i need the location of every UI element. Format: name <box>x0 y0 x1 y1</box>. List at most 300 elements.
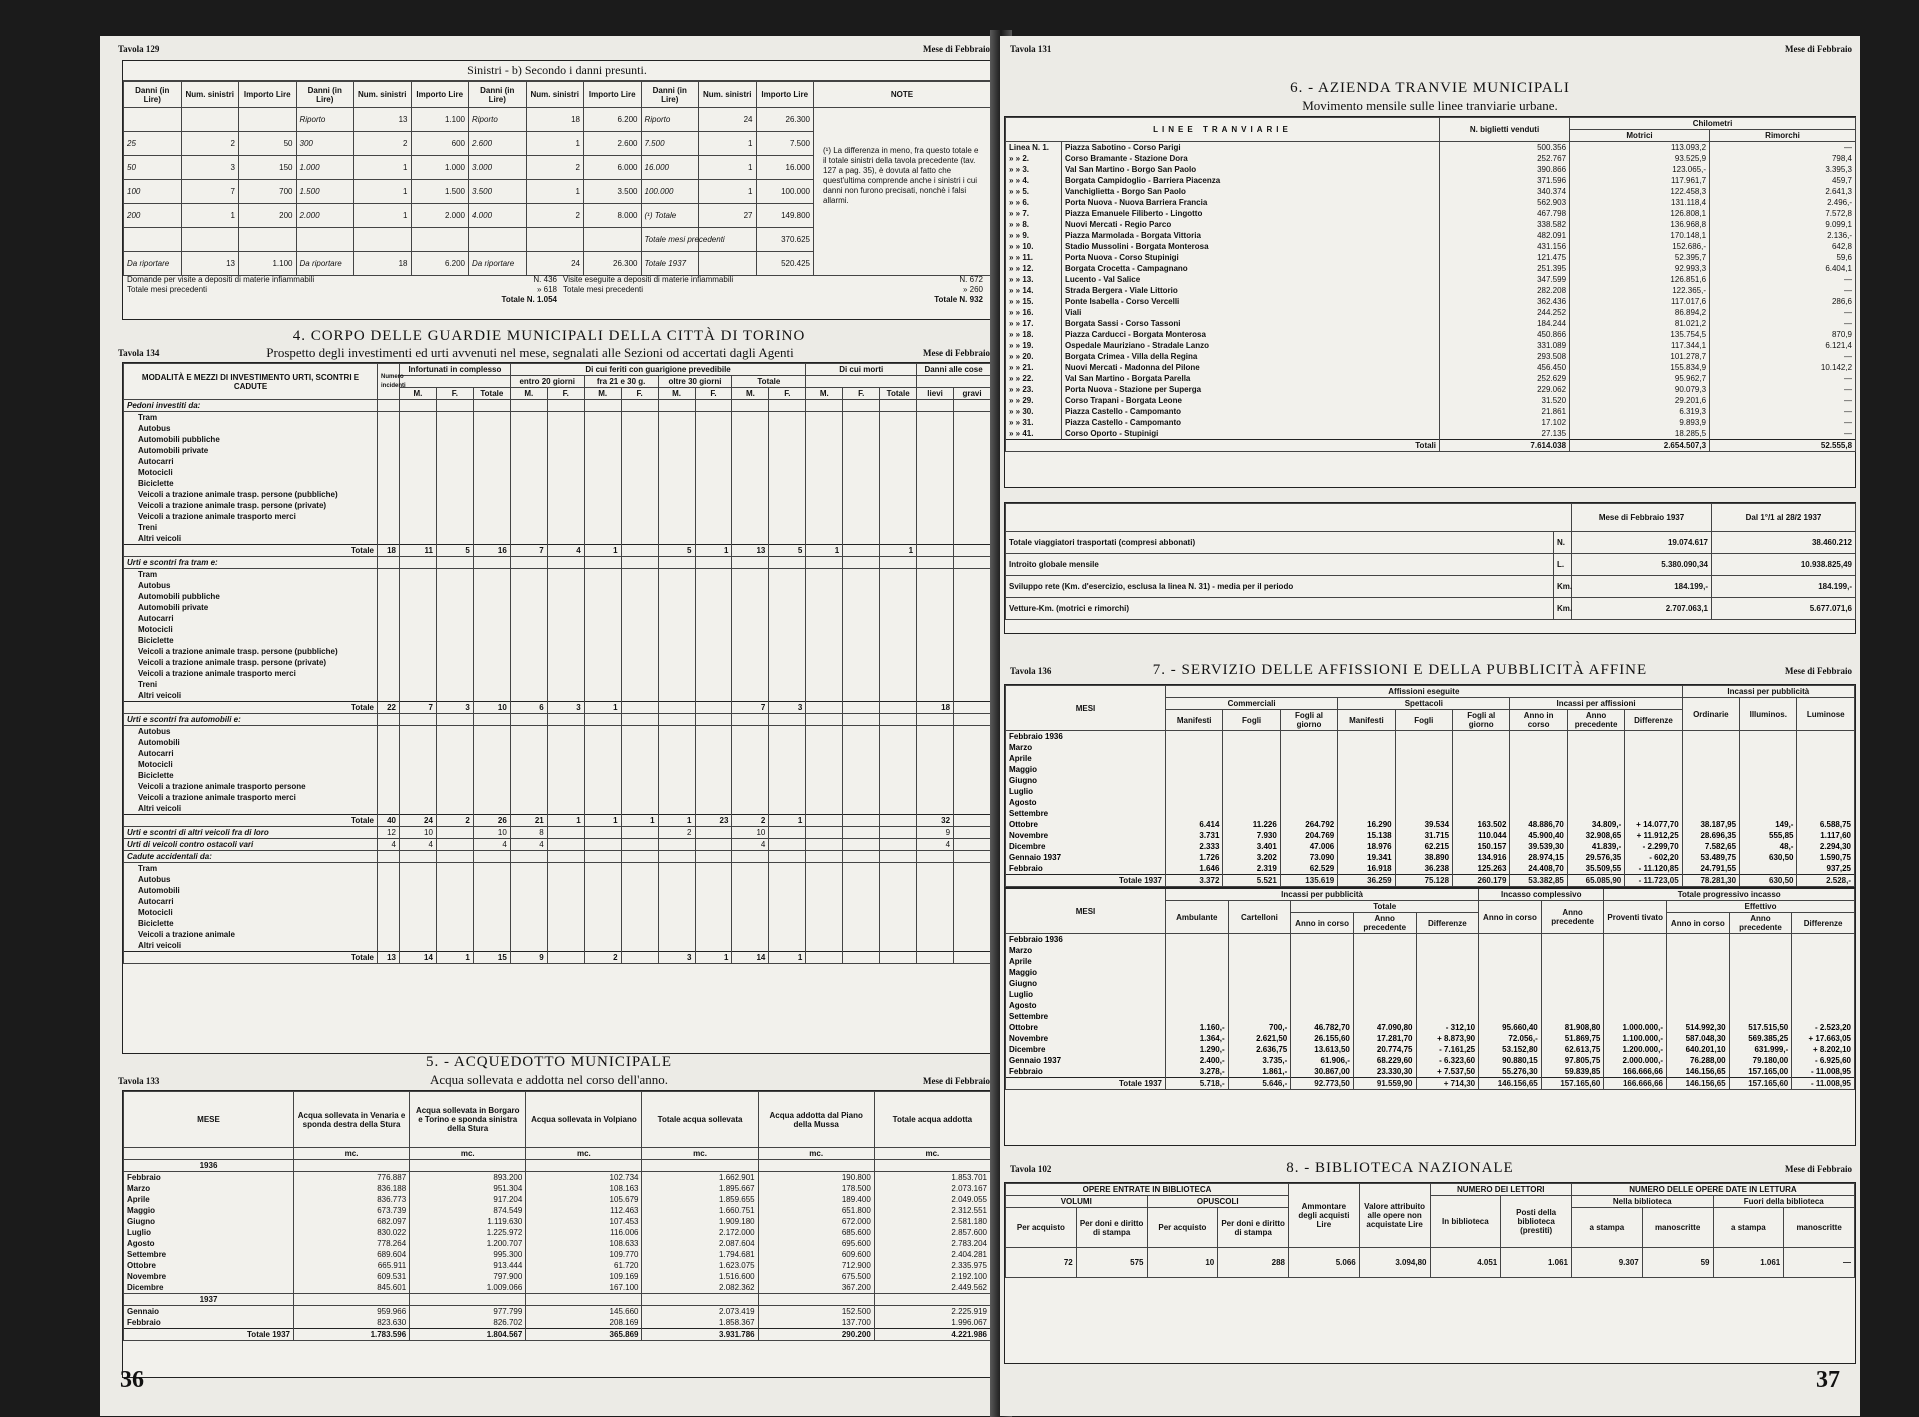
table-cell <box>732 803 769 815</box>
table-cell: 2.073.167 <box>874 1183 990 1194</box>
table-cell <box>732 851 769 863</box>
table-cell <box>547 478 584 489</box>
table-cell <box>695 522 732 533</box>
table-cell <box>473 737 510 748</box>
table-cell <box>843 759 880 770</box>
page-number: 36 <box>120 1367 144 1393</box>
table-cell: 1.225.972 <box>410 1227 526 1238</box>
table-cell <box>1479 978 1542 989</box>
table-cell: 2.136,- <box>1710 230 1856 241</box>
table-cell: 149.800 <box>756 204 814 228</box>
table-cell <box>1291 945 1354 956</box>
table-cell: Vetture-Km. (motrici e rimorchi) <box>1006 598 1554 620</box>
table-cell <box>436 557 473 569</box>
table-cell <box>695 690 732 702</box>
table-cell <box>769 646 806 657</box>
row-label: Motocicli <box>124 907 378 918</box>
table-cell <box>1353 967 1416 978</box>
table-cell <box>378 434 400 445</box>
column-header: Num. sinistri <box>354 82 412 108</box>
table-cell <box>954 657 991 668</box>
month-row <box>1006 1055 1855 1066</box>
table-cell <box>732 423 769 434</box>
table-cell <box>378 781 400 792</box>
table-cell <box>584 478 621 489</box>
table-cell <box>732 737 769 748</box>
table-cell <box>732 500 769 511</box>
column-header: Differenze <box>1416 913 1479 934</box>
table-cell <box>954 803 991 815</box>
table-cell <box>584 839 621 851</box>
table-cell <box>843 635 880 646</box>
table-cell: Totale 1937 <box>641 252 699 276</box>
table-cell <box>695 569 732 581</box>
table-cell <box>806 489 843 500</box>
table-cell: 100 <box>124 180 182 204</box>
sex-header: M. <box>400 388 437 400</box>
table-cell <box>621 737 658 748</box>
tram-line-route: Lucento - Val Salice <box>1062 274 1440 285</box>
table-cell <box>769 863 806 875</box>
table-cell <box>806 635 843 646</box>
table-cell: 10 <box>400 827 437 839</box>
section-5-title: 5. - ACQUEDOTTO MUNICIPALE <box>425 1054 672 1070</box>
total-label: Totale <box>124 952 378 964</box>
table-cell <box>473 657 510 668</box>
table-cell <box>1541 956 1604 967</box>
table-cell <box>378 759 400 770</box>
column-header: Importo Lire <box>239 82 297 108</box>
table-cell <box>1604 945 1667 956</box>
table-cell <box>1541 967 1604 978</box>
table-cell <box>378 657 400 668</box>
table-cell <box>954 679 991 690</box>
table-cell: 371.596 <box>1440 175 1570 186</box>
table-cell <box>880 646 917 657</box>
table-cell <box>917 591 954 602</box>
table-cell: 11.226 <box>1223 819 1280 830</box>
table-cell <box>547 557 584 569</box>
table-cell <box>1797 808 1855 819</box>
total-cell: 13 <box>378 952 400 964</box>
table-cell <box>473 434 510 445</box>
table-cell: - 602,20 <box>1625 852 1682 863</box>
table-cell <box>695 580 732 591</box>
column-header: Differenze <box>1792 913 1855 934</box>
table-cell <box>1479 1011 1542 1022</box>
table-cell <box>547 792 584 803</box>
table-cell: 150.157 <box>1453 841 1510 852</box>
total-cell: 5.646,- <box>1228 1078 1291 1090</box>
table-cell <box>547 533 584 545</box>
table-cell: 893.200 <box>410 1172 526 1184</box>
table-cell <box>621 803 658 815</box>
table-cell <box>378 489 400 500</box>
table-cell <box>510 737 547 748</box>
table-cell <box>1479 989 1542 1000</box>
table-cell: 3.000 <box>469 156 527 180</box>
table-cell: - 6.925,60 <box>1792 1055 1855 1066</box>
table-cell: 778.264 <box>294 1238 410 1249</box>
table-cell <box>400 770 437 781</box>
table-cell <box>954 412 991 424</box>
table-cell: 1.000.000,- <box>1604 1022 1667 1033</box>
table-cell <box>658 803 695 815</box>
table-cell <box>400 478 437 489</box>
table-cell: 1 <box>526 132 584 156</box>
total-cell: 65.085,90 <box>1567 875 1624 887</box>
table-cell <box>658 580 695 591</box>
table-row <box>124 896 991 907</box>
table-cell <box>436 827 473 839</box>
table-cell <box>584 851 621 863</box>
table-cell <box>843 918 880 929</box>
table-cell: 17.281,70 <box>1353 1033 1416 1044</box>
table-cell <box>1797 775 1855 786</box>
table-cell: 712.900 <box>758 1260 874 1271</box>
table-cell: 126.851,6 <box>1570 274 1710 285</box>
table-cell <box>1166 1011 1229 1022</box>
tram-line-row <box>1006 263 1856 274</box>
total-cell: Totale 1937 <box>1006 1078 1166 1090</box>
total-cell: 2.654.507,3 <box>1570 440 1710 452</box>
table-cell <box>917 569 954 581</box>
table-cell: 1 <box>526 180 584 204</box>
table-cell <box>843 668 880 679</box>
table-cell <box>584 885 621 896</box>
sex-header: F. <box>436 388 473 400</box>
table-cell: 117.017,6 <box>1570 296 1710 307</box>
table-cell <box>547 940 584 952</box>
table-cell <box>584 412 621 424</box>
month-row <box>1006 934 1855 946</box>
table-cell <box>695 839 732 851</box>
table-cell: 3.401 <box>1223 841 1280 852</box>
table-cell <box>1729 945 1792 956</box>
tram-line-route: Vanchiglietta - Borgo San Paolo <box>1062 186 1440 197</box>
total-cell: 5.718,- <box>1166 1078 1229 1090</box>
table-cell <box>843 726 880 738</box>
table-cell <box>843 792 880 803</box>
table-cell <box>880 792 917 803</box>
table-cell <box>843 557 880 569</box>
table-cell <box>378 591 400 602</box>
table-cell: — <box>1710 274 1856 285</box>
tram-line-row <box>1006 296 1856 307</box>
table-cell <box>1625 775 1682 786</box>
table-cell <box>473 400 510 412</box>
table-cell <box>181 228 239 252</box>
table-cell <box>621 668 658 679</box>
table-cell <box>843 580 880 591</box>
total-cell <box>843 702 880 714</box>
table-cell: Da riportare <box>124 252 182 276</box>
table-cell <box>473 874 510 885</box>
table-cell <box>378 770 400 781</box>
table-cell <box>1625 742 1682 753</box>
total-cell: 290.200 <box>758 1329 874 1341</box>
total-cell <box>547 952 584 964</box>
table-cell <box>954 918 991 929</box>
table-cell <box>547 839 584 851</box>
table-cell <box>758 1294 874 1306</box>
table-cell <box>510 533 547 545</box>
table-cell <box>510 792 547 803</box>
table-cell <box>695 851 732 863</box>
table-cell <box>658 602 695 613</box>
table-cell <box>584 726 621 738</box>
row-label: Autobus <box>124 580 378 591</box>
table-cell: 184.199,- <box>1712 576 1856 598</box>
table-cell <box>806 668 843 679</box>
table-cell <box>769 726 806 738</box>
total-row <box>1006 875 1855 887</box>
table-cell <box>1667 945 1730 956</box>
row-label: Veicoli a trazione animale trasp. persone (pubbliche) <box>124 646 378 657</box>
table-cell <box>1541 1011 1604 1022</box>
table-cell <box>1479 967 1542 978</box>
month-row <box>1006 1000 1855 1011</box>
table-cell <box>1291 956 1354 967</box>
table-cell: Maggio <box>124 1205 294 1216</box>
table-cell <box>954 839 991 851</box>
table-cell <box>917 792 954 803</box>
table-cell <box>378 896 400 907</box>
table-cell <box>436 781 473 792</box>
table-cell <box>880 445 917 456</box>
month-label: Ottobre <box>1006 1022 1166 1033</box>
table-cell: 146.156,65 <box>1667 1066 1730 1078</box>
table-cell <box>695 896 732 907</box>
table-cell <box>584 500 621 511</box>
table-cell: 12 <box>378 827 400 839</box>
total-cell: - 11.008,95 <box>1792 1078 1855 1090</box>
table-cell <box>584 511 621 522</box>
total-cell: 5.521 <box>1223 875 1280 887</box>
table-cell <box>621 569 658 581</box>
table-cell: 3.094,80 <box>1359 1248 1430 1278</box>
table-cell <box>1541 978 1604 989</box>
table-cell: » » 4. <box>1006 175 1062 186</box>
table-cell <box>843 690 880 702</box>
month-label: Mese di Febbraio <box>1785 1164 1852 1174</box>
table-cell: 90.880,15 <box>1479 1055 1542 1066</box>
table-cell <box>584 569 621 581</box>
column-header: a stampa <box>1572 1208 1643 1248</box>
table-cell <box>510 874 547 885</box>
table-cell <box>1625 797 1682 808</box>
total-row <box>124 545 991 557</box>
table-cell: 1.859.655 <box>642 1194 758 1205</box>
table-cell <box>880 635 917 646</box>
table-cell: 370.625 <box>756 228 814 252</box>
table-cell <box>378 885 400 896</box>
table-cell <box>843 940 880 952</box>
column-header: Danni (in Lire) <box>469 82 527 108</box>
table-cell <box>510 929 547 940</box>
table-cell <box>806 929 843 940</box>
total-cell: 2 <box>732 815 769 827</box>
table-cell: 4 <box>473 839 510 851</box>
table-cell <box>584 827 621 839</box>
month-label: Settembre <box>1006 1011 1166 1022</box>
table-cell <box>658 400 695 412</box>
table-cell <box>917 412 954 424</box>
table-cell <box>547 434 584 445</box>
total-cell: 1.783.596 <box>294 1329 410 1341</box>
table-cell: 913.444 <box>410 1260 526 1271</box>
tram-line-route: Piazza Carducci - Borgata Monterosa <box>1062 329 1440 340</box>
table-cell <box>917 533 954 545</box>
total-row <box>124 952 991 964</box>
table-cell <box>400 918 437 929</box>
table-cell <box>769 580 806 591</box>
table-cell <box>732 940 769 952</box>
month-label: Agosto <box>1006 1000 1166 1011</box>
table-cell <box>843 602 880 613</box>
table-cell <box>473 591 510 602</box>
table-cell <box>806 748 843 759</box>
table-cell <box>732 929 769 940</box>
table-cell <box>436 668 473 679</box>
table-cell: 34.809,- <box>1567 819 1624 830</box>
table-cell: 16.000 <box>756 156 814 180</box>
table-cell <box>621 918 658 929</box>
table-cell <box>473 557 510 569</box>
table-cell <box>510 896 547 907</box>
table-cell <box>510 423 547 434</box>
table-cell <box>547 591 584 602</box>
table-cell <box>378 624 400 635</box>
total-cell: 3 <box>547 702 584 714</box>
total-cell: 365.869 <box>526 1329 642 1341</box>
table-row <box>124 1205 991 1216</box>
table-cell <box>880 668 917 679</box>
table-cell <box>473 445 510 456</box>
table-cell <box>1604 934 1667 946</box>
table-cell <box>584 863 621 875</box>
table-cell: 467.798 <box>1440 208 1570 219</box>
table-row <box>124 569 991 581</box>
table-cell <box>469 228 527 252</box>
column-header: manoscritte <box>1642 1208 1713 1248</box>
table-cell <box>473 726 510 738</box>
table-cell <box>473 668 510 679</box>
table-row <box>124 792 991 803</box>
row-label: Motocicli <box>124 467 378 478</box>
year-label: 1936 <box>124 1160 294 1172</box>
table-cell <box>436 580 473 591</box>
table-cell: 184.199,- <box>1572 576 1712 598</box>
table-cell <box>1416 967 1479 978</box>
table-cell: 1.861,- <box>1228 1066 1291 1078</box>
total-row <box>1006 1078 1855 1090</box>
table-cell <box>400 940 437 952</box>
table-cell <box>510 456 547 467</box>
table-cell: 208.169 <box>526 1317 642 1329</box>
table-cell: — <box>1710 384 1856 395</box>
table-cell <box>584 522 621 533</box>
total-label: Totale <box>124 702 378 714</box>
table-cell <box>695 602 732 613</box>
group-title: Urti e scontri fra tram e: <box>124 557 378 569</box>
column-header: Num. sinistri <box>181 82 239 108</box>
row-label: Tram <box>124 569 378 581</box>
table-cell: Riporto <box>469 108 527 132</box>
table-cell: 62.215 <box>1395 841 1452 852</box>
table-cell <box>436 635 473 646</box>
table-cell <box>954 613 991 624</box>
total-cell <box>880 815 917 827</box>
table-cell: 1.794.681 <box>642 1249 758 1260</box>
table-cell: » » 8. <box>1006 219 1062 230</box>
table-cell <box>1604 967 1667 978</box>
table-cell: 2.192.100 <box>874 1271 990 1282</box>
table-cell <box>880 591 917 602</box>
table-row <box>124 907 991 918</box>
table-cell: 38.890 <box>1395 852 1452 863</box>
table-cell: 38.187,95 <box>1682 819 1739 830</box>
claims-table-block <box>122 60 992 320</box>
table-cell <box>769 456 806 467</box>
total-cell: - 11.723,05 <box>1625 875 1682 887</box>
table-cell <box>436 863 473 875</box>
table-cell <box>642 1294 758 1306</box>
table-cell <box>880 511 917 522</box>
table-cell <box>1797 764 1855 775</box>
table-cell <box>917 679 954 690</box>
table-cell <box>378 456 400 467</box>
table-cell: - 2.299,70 <box>1625 841 1682 852</box>
table-cell <box>732 412 769 424</box>
table-cell <box>695 533 732 545</box>
table-cell: 2.783.204 <box>874 1238 990 1249</box>
table-cell <box>1280 797 1337 808</box>
month-label: Marzo <box>1006 742 1166 753</box>
table-cell <box>436 874 473 885</box>
table-cell: 6.319,3 <box>1570 406 1710 417</box>
table-cell <box>547 467 584 478</box>
table-cell <box>510 511 547 522</box>
table-cell: 673.739 <box>294 1205 410 1216</box>
table-cell: Febbraio <box>124 1172 294 1184</box>
table-cell <box>378 690 400 702</box>
table-cell <box>1667 967 1730 978</box>
table-cell <box>917 400 954 412</box>
table-cell <box>584 874 621 885</box>
table-cell <box>378 792 400 803</box>
table-cell <box>547 929 584 940</box>
total-cell: Totale 1937 <box>1006 875 1166 887</box>
posting-table: MESI Affissioni eseguite Incassi per pubblicità Commerciali Spettacoli Incassi per affissioni Ordinarie Illuminos. Luminose Manifesti Fogli Fogli al giorno Manifesti Fogli Fogli al giorno Anno in corso Anno precedente Differenze Febbraio 1936 Marzo Aprile Maggio Giugno Luglio Agosto Settembre Ottobre 6.414 11.226 264.792 16.290 39.534 163.502 48.886,70 34.809,- + 14.077,70 38.187,95 149,- 6.588,75 Novembre 3.731 7.930 204.769 15.138 31.715 110.044 45.900,40 32.908,65 + 11.912,25 28.696,35 555,85 1.117,60 Dicembre 2.333 3.401 47.006 18.976 62.215 150.157 39.539,30 41.839,- - 2.299,70 7.582,65 48,- 2.294,30 Gennaio 1937 1.726 3.202 73.090 19.341 38.890 134.916 28.974,15 29.576,35 - 602,20 53.489,75 630,50 1.590,75 Febbraio 1.646 2.319 62.529 16.918 36.238 125.263 24.408,70 35.509,55 - 11.120,85 24.791,55 937,25 Totale 1937 3.372 5.521 135.619 36.259 75.128 260.179 53.382,85 65.085,90 - 11.723,05 78.281,30 630,50 2.528,- <box>1005 685 1855 887</box>
table-cell <box>1223 808 1280 819</box>
column-header: Acqua sollevata in Volpiano <box>526 1092 642 1148</box>
table-cell <box>806 500 843 511</box>
table-cell: 6.404,1 <box>1710 263 1856 274</box>
total-cell: 18 <box>917 702 954 714</box>
section-7-title: 7. - SERVIZIO DELLE AFFISSIONI E DELLA PUBBLICITÀ AFFINE <box>1152 662 1648 678</box>
section-8-title: 8. - BIBLIOTECA NAZIONALE <box>1286 1160 1514 1176</box>
table-cell <box>769 770 806 781</box>
table-cell <box>769 400 806 412</box>
table-cell: 102.734 <box>526 1172 642 1184</box>
table-cell <box>1416 978 1479 989</box>
table-cell <box>695 918 732 929</box>
table-cell: 1.000 <box>411 156 469 180</box>
month-label: Aprile <box>1006 753 1166 764</box>
table-cell: 16.000 <box>641 156 699 180</box>
table-cell <box>1338 797 1395 808</box>
